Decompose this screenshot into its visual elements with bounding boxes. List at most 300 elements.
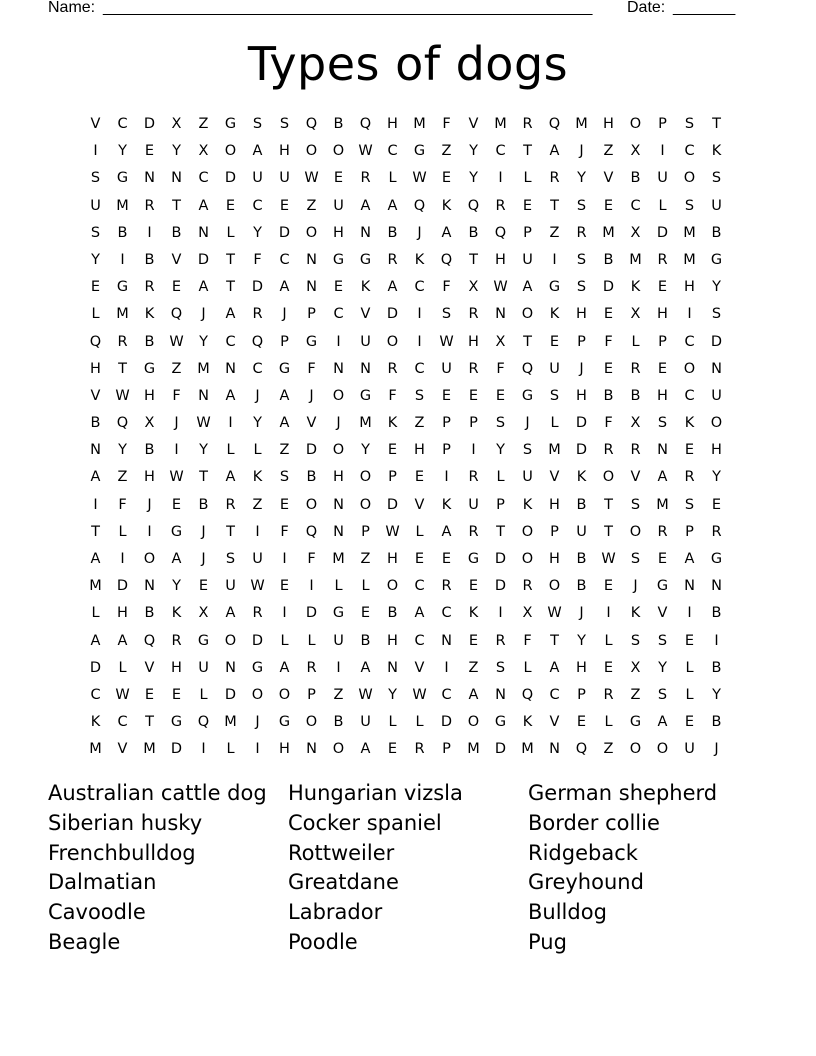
grid-letter[interactable]: B (198, 496, 209, 513)
grid-letter[interactable]: D (305, 442, 318, 459)
grid-letter[interactable]: V (360, 306, 371, 323)
grid-letter[interactable]: O (386, 578, 399, 595)
grid-letter[interactable]: G (170, 523, 183, 540)
grid-letter[interactable]: O (467, 714, 480, 731)
grid-letter[interactable]: I (120, 551, 125, 567)
grid-letter[interactable]: D (143, 116, 156, 132)
grid-letter[interactable]: I (93, 143, 98, 160)
grid-letter[interactable]: T (604, 496, 613, 513)
grid-letter[interactable]: T (118, 360, 127, 377)
grid-letter[interactable]: M (143, 741, 156, 758)
grid-letter[interactable]: I (444, 659, 449, 676)
grid-letter[interactable]: R (468, 523, 479, 540)
grid-letter[interactable]: M (89, 578, 102, 595)
grid-letter[interactable]: I (498, 170, 503, 187)
grid-letter[interactable]: M (224, 714, 237, 731)
grid-letter[interactable]: S (576, 279, 587, 296)
grid-letter[interactable]: K (630, 605, 641, 622)
grid-letter[interactable]: Y (469, 170, 478, 187)
grid-letter[interactable]: Q (413, 197, 426, 214)
grid-letter[interactable]: Y (253, 224, 262, 241)
grid-letter[interactable]: H (576, 387, 587, 404)
grid-letter[interactable]: S (414, 387, 425, 404)
grid-letter[interactable]: Q (89, 333, 102, 350)
grid-letter[interactable]: H (657, 306, 668, 323)
grid-letter[interactable]: E (171, 279, 182, 296)
grid-letter[interactable]: W (547, 605, 562, 622)
grid-letter[interactable]: X (171, 116, 182, 132)
grid-letter[interactable]: H (333, 469, 344, 486)
grid-letter[interactable]: S (711, 170, 722, 187)
grid-letter[interactable]: G (359, 387, 372, 404)
grid-letter[interactable]: H (333, 224, 344, 241)
grid-letter[interactable]: U (522, 469, 533, 486)
grid-letter[interactable]: N (684, 578, 695, 595)
grid-letter[interactable]: O (521, 523, 534, 540)
grid-letter[interactable]: H (603, 116, 614, 132)
grid-letter[interactable]: T (91, 523, 100, 540)
grid-letter[interactable]: E (414, 551, 425, 567)
grid-letter[interactable]: R (306, 659, 317, 676)
grid-letter[interactable]: V (90, 387, 101, 404)
grid-letter[interactable]: B (117, 224, 128, 241)
grid-letter[interactable]: Z (603, 741, 614, 758)
grid-letter[interactable]: N (333, 496, 344, 513)
grid-letter[interactable]: L (523, 170, 532, 187)
grid-letter[interactable]: S (495, 415, 506, 432)
grid-letter[interactable]: A (279, 659, 290, 676)
grid-letter[interactable]: D (575, 415, 588, 432)
grid-letter[interactable]: S (576, 197, 587, 214)
grid-letter[interactable]: M (413, 116, 426, 132)
grid-letter[interactable]: J (201, 523, 206, 540)
grid-letter[interactable]: V (603, 170, 614, 187)
grid-letter[interactable]: B (576, 496, 587, 513)
grid-letter[interactable]: N (495, 686, 506, 703)
grid-letter[interactable]: J (633, 578, 638, 595)
grid-letter[interactable]: S (657, 415, 668, 432)
grid-letter[interactable]: K (576, 469, 587, 486)
grid-letter[interactable]: N (225, 659, 236, 676)
grid-letter[interactable]: H (279, 741, 290, 758)
grid-letter[interactable]: P (442, 415, 451, 432)
grid-letter[interactable]: M (494, 116, 507, 132)
grid-letter[interactable]: O (629, 523, 642, 540)
grid-letter[interactable]: A (117, 632, 128, 649)
grid-letter[interactable]: C (684, 387, 695, 404)
grid-letter[interactable]: A (657, 714, 668, 731)
grid-letter[interactable]: L (253, 442, 262, 459)
grid-letter[interactable]: D (575, 442, 588, 459)
grid-letter[interactable]: I (255, 741, 260, 758)
grid-letter[interactable]: B (333, 714, 344, 731)
grid-letter[interactable]: Z (333, 686, 344, 703)
grid-letter[interactable]: D (494, 741, 507, 758)
grid-letter[interactable]: E (144, 143, 155, 160)
grid-letter[interactable]: O (224, 143, 237, 160)
grid-letter[interactable]: J (714, 741, 719, 758)
grid-letter[interactable]: B (576, 578, 587, 595)
grid-letter[interactable]: B (711, 224, 722, 241)
grid-letter[interactable]: T (523, 333, 532, 350)
grid-letter[interactable]: R (657, 251, 668, 268)
grid-letter[interactable]: J (255, 714, 260, 731)
grid-letter[interactable]: T (604, 523, 613, 540)
grid-letter[interactable]: R (414, 741, 425, 758)
grid-letter[interactable]: E (522, 197, 533, 214)
grid-letter[interactable]: M (332, 551, 345, 567)
grid-letter[interactable]: U (252, 170, 263, 187)
grid-letter[interactable]: Y (577, 170, 586, 187)
grid-letter[interactable]: Z (252, 496, 263, 513)
grid-letter[interactable]: R (684, 469, 695, 486)
grid-letter[interactable]: L (685, 659, 694, 676)
grid-letter[interactable]: U (279, 170, 290, 187)
grid-letter[interactable]: N (171, 170, 182, 187)
grid-letter[interactable]: Z (117, 469, 128, 486)
grid-letter[interactable]: H (171, 659, 182, 676)
grid-letter[interactable]: D (494, 578, 507, 595)
grid-letter[interactable]: I (660, 143, 665, 160)
grid-letter[interactable]: M (197, 360, 210, 377)
grid-letter[interactable]: V (117, 741, 128, 758)
grid-letter[interactable]: Z (198, 116, 209, 132)
grid-letter[interactable]: B (144, 605, 155, 622)
grid-letter[interactable]: B (306, 469, 317, 486)
grid-letter[interactable]: U (522, 251, 533, 268)
grid-letter[interactable]: V (630, 469, 641, 486)
grid-letter[interactable]: R (144, 197, 155, 214)
grid-letter[interactable]: V (414, 659, 425, 676)
grid-letter[interactable]: T (145, 714, 154, 731)
grid-letter[interactable]: F (442, 116, 451, 132)
grid-letter[interactable]: J (282, 306, 287, 323)
grid-letter[interactable]: P (442, 741, 451, 758)
grid-letter[interactable]: I (336, 333, 341, 350)
grid-letter[interactable]: F (253, 251, 262, 268)
grid-letter[interactable]: E (225, 197, 236, 214)
grid-letter[interactable]: G (251, 659, 264, 676)
grid-letter[interactable]: R (630, 442, 641, 459)
grid-letter[interactable]: E (387, 442, 398, 459)
grid-letter[interactable]: N (387, 659, 398, 676)
grid-letter[interactable]: K (684, 415, 695, 432)
grid-letter[interactable]: A (414, 605, 425, 622)
grid-letter[interactable]: S (657, 686, 668, 703)
grid-letter[interactable]: O (548, 578, 561, 595)
grid-letter[interactable]: D (170, 741, 183, 758)
grid-letter[interactable]: E (144, 686, 155, 703)
grid-letter[interactable]: R (522, 116, 533, 132)
grid-letter[interactable]: N (144, 170, 155, 187)
grid-letter[interactable]: O (224, 632, 237, 649)
grid-letter[interactable]: W (601, 551, 616, 567)
grid-letter[interactable]: S (252, 116, 263, 132)
grid-letter[interactable]: S (90, 224, 101, 241)
grid-letter[interactable]: C (252, 360, 263, 377)
grid-letter[interactable]: F (388, 387, 397, 404)
grid-letter[interactable]: C (441, 605, 452, 622)
grid-letter[interactable]: N (306, 251, 317, 268)
grid-letter[interactable]: G (629, 714, 642, 731)
grid-letter[interactable]: H (657, 387, 668, 404)
grid-letter[interactable]: V (144, 659, 155, 676)
grid-letter[interactable]: F (172, 387, 181, 404)
grid-letter[interactable]: W (250, 578, 265, 595)
grid-letter[interactable]: K (144, 306, 155, 323)
grid-letter[interactable]: Q (440, 251, 453, 268)
grid-letter[interactable]: F (442, 279, 451, 296)
grid-letter[interactable]: X (522, 605, 533, 622)
grid-letter[interactable]: O (143, 551, 156, 567)
grid-letter[interactable]: Z (441, 143, 452, 160)
grid-letter[interactable]: M (521, 741, 534, 758)
grid-letter[interactable]: M (548, 442, 561, 459)
grid-letter[interactable]: Z (630, 686, 641, 703)
grid-letter[interactable]: W (358, 143, 373, 160)
grid-letter[interactable]: C (414, 279, 425, 296)
grid-letter[interactable]: I (228, 415, 233, 432)
grid-letter[interactable]: D (116, 578, 129, 595)
grid-letter[interactable]: M (116, 197, 129, 214)
grid-letter[interactable]: R (522, 578, 533, 595)
grid-letter[interactable]: B (387, 224, 398, 241)
grid-letter[interactable]: Z (549, 224, 560, 241)
grid-letter[interactable]: Z (360, 551, 371, 567)
grid-letter[interactable]: X (630, 306, 641, 323)
grid-letter[interactable]: I (444, 469, 449, 486)
grid-letter[interactable]: A (225, 469, 236, 486)
grid-letter[interactable]: E (414, 469, 425, 486)
grid-letter[interactable]: H (684, 279, 695, 296)
grid-letter[interactable]: W (412, 170, 427, 187)
grid-letter[interactable]: O (332, 143, 345, 160)
grid-letter[interactable]: G (467, 551, 480, 567)
grid-letter[interactable]: F (604, 333, 613, 350)
grid-letter[interactable]: Q (548, 116, 561, 132)
grid-letter[interactable]: Z (414, 415, 425, 432)
grid-letter[interactable]: V (549, 469, 560, 486)
grid-letter[interactable]: S (576, 251, 587, 268)
grid-letter[interactable]: H (576, 659, 587, 676)
grid-letter[interactable]: T (199, 469, 208, 486)
grid-letter[interactable]: J (525, 415, 530, 432)
grid-letter[interactable]: Y (199, 333, 208, 350)
grid-letter[interactable]: U (549, 360, 560, 377)
grid-letter[interactable]: R (468, 306, 479, 323)
grid-letter[interactable]: U (333, 197, 344, 214)
grid-letter[interactable]: U (225, 578, 236, 595)
grid-letter[interactable]: W (196, 415, 211, 432)
grid-letter[interactable]: P (388, 469, 397, 486)
grid-letter[interactable]: I (174, 442, 179, 459)
grid-letter[interactable]: T (550, 197, 559, 214)
grid-letter[interactable]: X (144, 415, 155, 432)
grid-letter[interactable]: W (385, 523, 400, 540)
grid-letter[interactable]: C (441, 686, 452, 703)
grid-letter[interactable]: W (115, 686, 130, 703)
grid-letter[interactable]: G (116, 170, 129, 187)
grid-letter[interactable]: Y (199, 442, 208, 459)
grid-letter[interactable]: H (279, 143, 290, 160)
grid-letter[interactable]: O (305, 714, 318, 731)
grid-letter[interactable]: E (657, 360, 668, 377)
grid-letter[interactable]: G (305, 333, 318, 350)
grid-letter[interactable]: L (118, 659, 127, 676)
grid-letter[interactable]: J (579, 360, 584, 377)
grid-letter[interactable]: E (684, 714, 695, 731)
grid-letter[interactable]: O (683, 170, 696, 187)
grid-letter[interactable]: E (468, 578, 479, 595)
grid-letter[interactable]: P (280, 333, 289, 350)
grid-letter[interactable]: L (523, 659, 532, 676)
grid-letter[interactable]: M (575, 116, 588, 132)
grid-letter[interactable]: B (630, 170, 641, 187)
grid-letter[interactable]: P (550, 523, 559, 540)
grid-letter[interactable]: C (117, 116, 128, 132)
grid-letter[interactable]: V (657, 605, 668, 622)
grid-letter[interactable]: R (495, 197, 506, 214)
grid-letter[interactable]: X (630, 415, 641, 432)
grid-letter[interactable]: S (630, 496, 641, 513)
grid-letter[interactable]: R (225, 496, 236, 513)
grid-letter[interactable]: J (336, 415, 341, 432)
grid-letter[interactable]: D (89, 659, 102, 676)
grid-letter[interactable]: Q (305, 116, 318, 132)
grid-letter[interactable]: T (172, 197, 181, 214)
grid-letter[interactable]: E (576, 714, 587, 731)
grid-letter[interactable]: T (712, 116, 721, 132)
grid-letter[interactable]: E (387, 741, 398, 758)
grid-letter[interactable]: L (334, 578, 343, 595)
grid-letter[interactable]: F (523, 632, 532, 649)
grid-letter[interactable]: R (387, 251, 398, 268)
grid-letter[interactable]: E (603, 360, 614, 377)
grid-letter[interactable]: X (630, 659, 641, 676)
grid-letter[interactable]: R (171, 632, 182, 649)
grid-letter[interactable]: C (333, 306, 344, 323)
grid-letter[interactable]: N (360, 360, 371, 377)
grid-letter[interactable]: E (279, 578, 290, 595)
grid-letter[interactable]: G (548, 279, 561, 296)
grid-letter[interactable]: L (388, 170, 397, 187)
grid-letter[interactable]: L (388, 714, 397, 731)
grid-letter[interactable]: P (469, 415, 478, 432)
grid-letter[interactable]: S (279, 116, 290, 132)
grid-letter[interactable]: X (630, 224, 641, 241)
grid-letter[interactable]: N (711, 578, 722, 595)
grid-letter[interactable]: Y (577, 632, 586, 649)
grid-letter[interactable]: G (170, 714, 183, 731)
grid-letter[interactable]: M (683, 251, 696, 268)
grid-letter[interactable]: Y (253, 415, 262, 432)
grid-letter[interactable]: U (684, 741, 695, 758)
grid-letter[interactable]: K (387, 415, 398, 432)
grid-letter[interactable]: C (549, 686, 560, 703)
grid-letter[interactable]: K (522, 496, 533, 513)
grid-letter[interactable]: D (224, 686, 237, 703)
grid-letter[interactable]: Q (359, 116, 372, 132)
grid-letter[interactable]: E (549, 333, 560, 350)
grid-letter[interactable]: D (656, 224, 669, 241)
grid-letter[interactable]: J (579, 605, 584, 622)
grid-letter[interactable]: H (549, 496, 560, 513)
grid-letter[interactable]: J (309, 387, 314, 404)
grid-letter[interactable]: N (657, 442, 668, 459)
grid-letter[interactable]: M (683, 224, 696, 241)
grid-letter[interactable]: N (495, 306, 506, 323)
grid-letter[interactable]: C (225, 333, 236, 350)
grid-letter[interactable]: H (387, 551, 398, 567)
grid-letter[interactable]: E (684, 632, 695, 649)
grid-letter[interactable]: G (332, 605, 345, 622)
grid-letter[interactable]: H (387, 632, 398, 649)
grid-letter[interactable]: L (604, 632, 613, 649)
grid-letter[interactable]: N (198, 387, 209, 404)
grid-letter[interactable]: P (307, 686, 316, 703)
grid-letter[interactable]: A (225, 605, 236, 622)
grid-letter[interactable]: B (603, 387, 614, 404)
grid-letter[interactable]: S (441, 306, 452, 323)
grid-letter[interactable]: D (224, 170, 237, 187)
grid-letter[interactable]: R (657, 523, 668, 540)
grid-letter[interactable]: T (523, 143, 532, 160)
grid-letter[interactable]: I (687, 605, 692, 622)
grid-letter[interactable]: R (495, 632, 506, 649)
grid-letter[interactable]: G (359, 251, 372, 268)
grid-letter[interactable]: A (387, 197, 398, 214)
grid-letter[interactable]: R (603, 442, 614, 459)
grid-letter[interactable]: N (90, 442, 101, 459)
grid-letter[interactable]: E (603, 578, 614, 595)
grid-letter[interactable]: S (684, 197, 695, 214)
grid-letter[interactable]: O (332, 442, 345, 459)
grid-letter[interactable]: V (306, 415, 317, 432)
grid-letter[interactable]: A (90, 551, 101, 567)
grid-letter[interactable]: V (171, 251, 182, 268)
grid-letter[interactable]: E (684, 442, 695, 459)
grid-letter[interactable]: O (521, 551, 534, 567)
grid-letter[interactable]: K (252, 469, 263, 486)
grid-letter[interactable]: B (711, 659, 722, 676)
grid-letter[interactable]: B (468, 224, 479, 241)
grid-letter[interactable]: R (144, 279, 155, 296)
grid-letter[interactable]: C (684, 333, 695, 350)
grid-letter[interactable]: T (226, 523, 235, 540)
grid-letter[interactable]: I (120, 251, 125, 268)
grid-letter[interactable]: G (224, 116, 237, 132)
grid-letter[interactable]: R (711, 523, 722, 540)
grid-letter[interactable]: R (252, 605, 263, 622)
grid-letter[interactable]: E (711, 496, 722, 513)
grid-letter[interactable]: S (630, 632, 641, 649)
grid-letter[interactable]: H (117, 605, 128, 622)
grid-letter[interactable]: C (279, 251, 290, 268)
grid-letter[interactable]: F (604, 415, 613, 432)
grid-letter[interactable]: I (255, 523, 260, 540)
grid-letter[interactable]: R (252, 306, 263, 323)
grid-letter[interactable]: R (387, 360, 398, 377)
grid-letter[interactable]: H (144, 387, 155, 404)
grid-letter[interactable]: W (358, 686, 373, 703)
grid-letter[interactable]: S (90, 170, 101, 187)
grid-letter[interactable]: Y (172, 143, 181, 160)
grid-letter[interactable]: I (147, 523, 152, 540)
grid-letter[interactable]: D (197, 251, 210, 268)
grid-letter[interactable]: W (169, 333, 184, 350)
grid-letter[interactable]: Q (143, 632, 156, 649)
grid-letter[interactable]: A (225, 387, 236, 404)
